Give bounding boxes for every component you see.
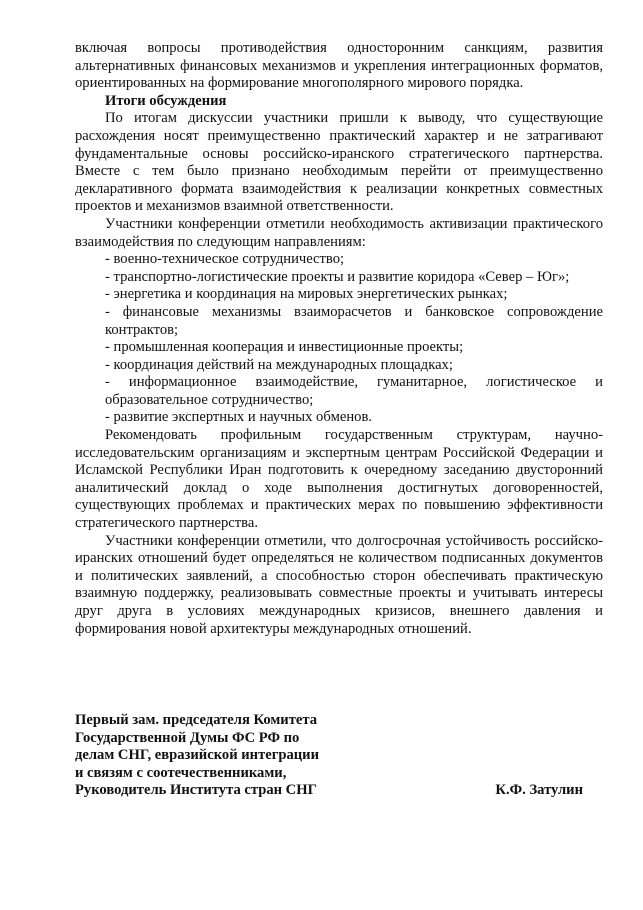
list-item: - информационное взаимодействие, гуманитарное, логистическое и образовательное сотрудничество;: [105, 374, 603, 408]
signatory-title-line: Руководитель Института стран СНГ: [75, 782, 317, 799]
list-item: - развитие экспертных и научных обменов.: [105, 409, 372, 426]
signatory-title-line: и связям с соотечественниками,: [75, 764, 287, 781]
paragraph-intro-tail: включая вопросы противодействия односторонним санкциям, развития альтернативных финансовых механизмов и укрепления интеграционных форматов, ориентированных на формирование многополярного мирового порядка.: [75, 40, 603, 92]
list-item: - координация действий на международных площадках;: [105, 356, 453, 373]
list-item: - транспортно-логистические проекты и развитие коридора «Север – Юг»;: [105, 268, 570, 285]
paragraph-directions-intro: Участники конференции отметили необходимость активизации практического взаимодействия по следующим направлениям:: [75, 215, 603, 250]
list-item: - энергетика и координация на мировых энергетических рынках;: [105, 286, 508, 303]
list-item: - военно-техническое сотрудничество;: [105, 251, 345, 268]
signatory-title-line: Государственной Думы ФС РФ по: [75, 729, 300, 746]
signatory-title-line: делам СНГ, евразийской интеграции: [75, 747, 319, 764]
list-item: - промышленная кооперация и инвестиционные проекты;: [105, 339, 464, 356]
directions-list: [75, 251, 603, 427]
document-body: [75, 40, 603, 638]
section-heading: Итоги обсуждения: [105, 92, 227, 109]
signatory-title-line: Первый зам. председателя Комитета: [75, 712, 318, 728]
signatory-name: К.Ф. Затулин: [495, 782, 583, 799]
paragraph-conclusion: По итогам дискуссии участники пришли к выводу, что существующие расхождения носят преимущественно практический характер и не затрагивают фундаментальные основы российско-иранского стратегического партнерства. Вместе с тем было признано необходимым перейти от преимущественно декларативного формата взаимодействия к реализации конкретных совместных проектов и механизмов взаимной ответственности.: [75, 110, 603, 215]
list-item: - финансовые механизмы взаиморасчетов и банковское сопровождение контрактов;: [105, 303, 603, 338]
signature-block: [75, 712, 603, 800]
paragraph-recommendation: Рекомендовать профильным государственным структурам, научно-исследовательским организациям и экспертным центрам Российской Федерации и Исламской Республики Иран подготовить к очередному заседанию двусторонний аналитический доклад о ходе выполнения достигнутых договоренностей, существующих проблемах и практических мерах по повышению эффективности стратегического партнерства.: [75, 427, 603, 532]
paragraph-final: Участники конференции отметили, что долгосрочная устойчивость российско-иранских отношений будет определяться не количеством подписанных документов и политических заявлений, а способностью сторон обеспечивать практическую взаимную поддержку, реализовывать совместные проекты и учитывать интересы друг друга в условиях международных кризисов, внешнего давления и формирования новой архитектуры международных отношений.: [75, 532, 603, 637]
